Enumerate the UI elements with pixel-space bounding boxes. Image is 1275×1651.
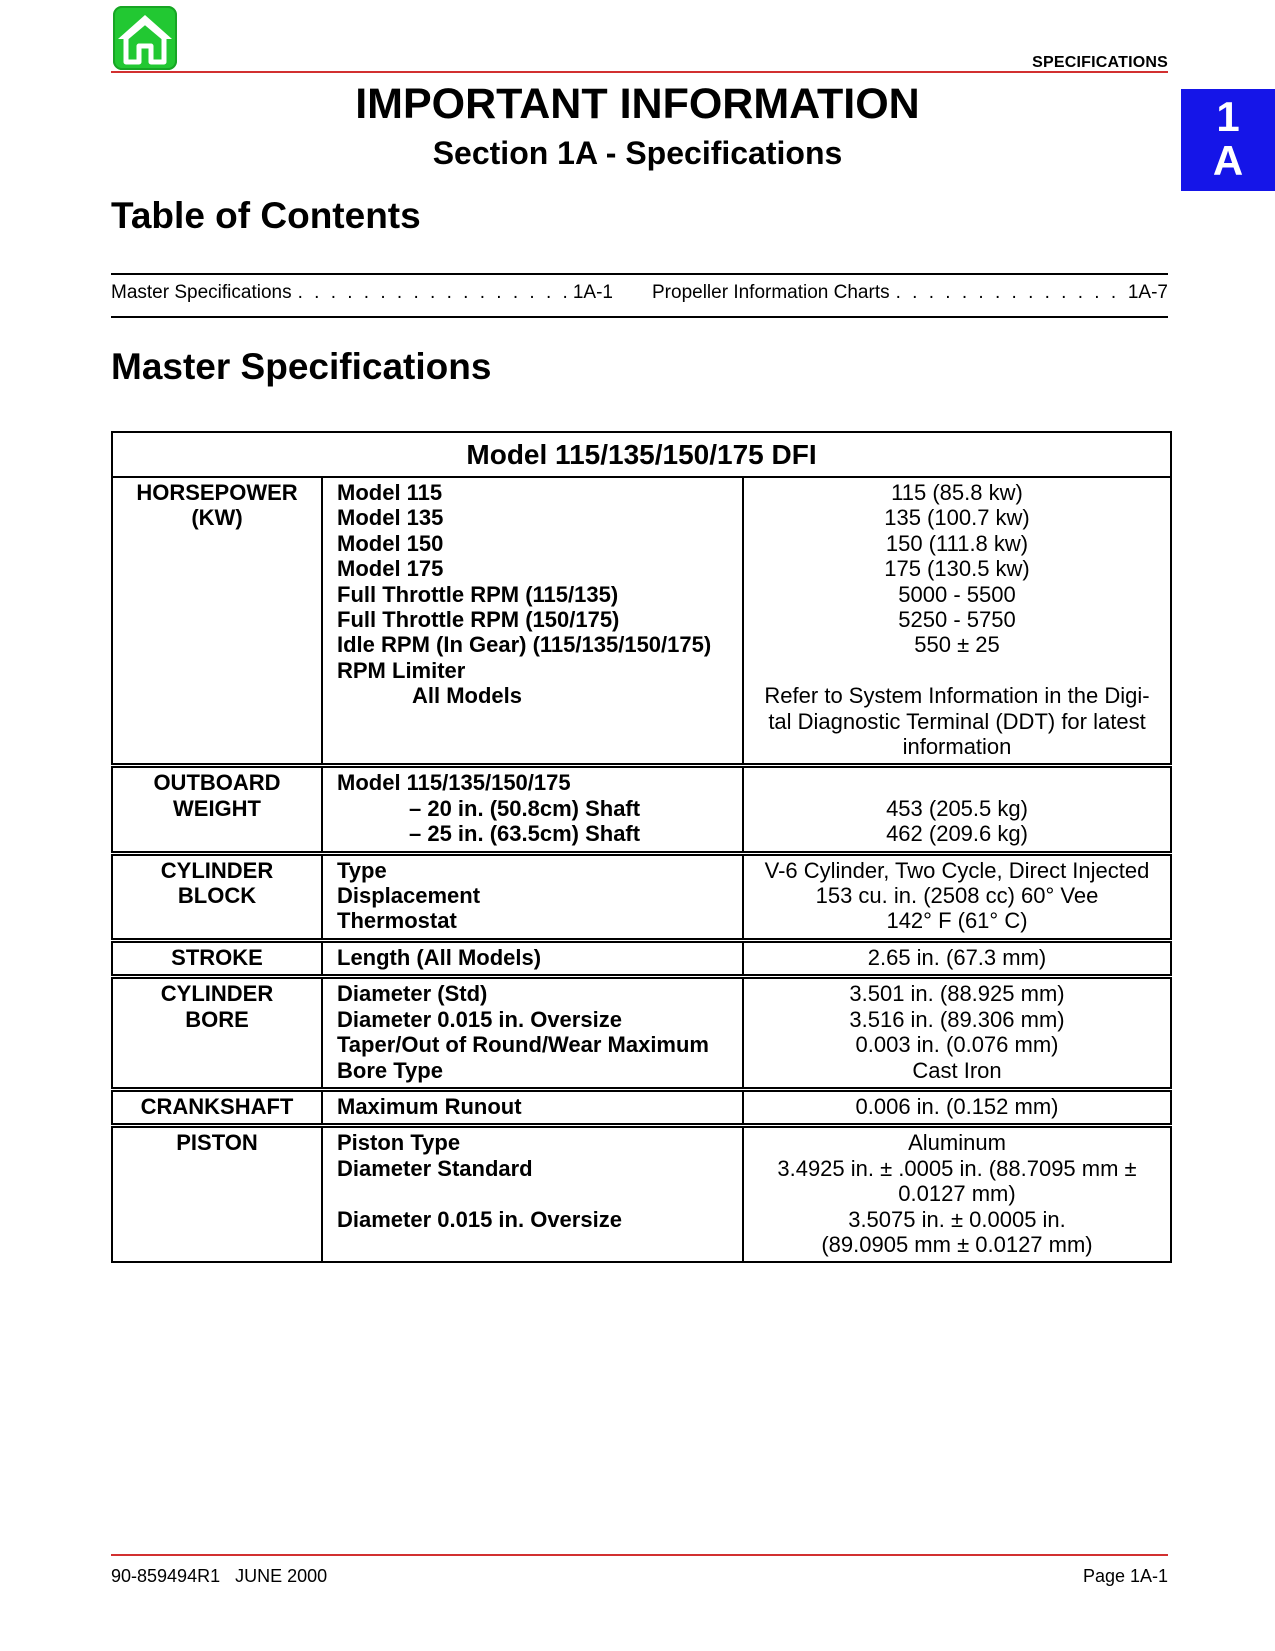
table-row — [112, 477, 1171, 766]
header-rule — [111, 71, 1168, 73]
table-row — [112, 853, 1171, 940]
toc-entry-page[interactable]: 1A-7 — [1127, 282, 1168, 303]
toc-leader — [298, 282, 567, 304]
table-row — [112, 1089, 1171, 1125]
toc-entry-page[interactable]: 1A-1 — [572, 282, 613, 303]
value-cell: Aluminum 3.4925 in. ± .0005 in. (88.7095 mm ± 0.0127 mm) 3.5075 in. ± 0.0005 in. (89.0905 mm ± 0.0127 mm) — [743, 1126, 1171, 1263]
spec-table — [111, 431, 1172, 1263]
tab-number: 1 — [1216, 93, 1240, 140]
page-subtitle: Section 1A - Specifications — [432, 135, 843, 171]
category-cell: CYLINDER BLOCK — [112, 853, 322, 940]
label-cell: Diameter (Std) Diameter 0.015 in. Oversize Taper/Out of Round/Wear Maximum Bore Type — [322, 977, 743, 1090]
footer-rule — [111, 1554, 1168, 1556]
value-cell: 2.65 in. (67.3 mm) — [743, 940, 1171, 976]
category-cell: OUTBOARD WEIGHT — [112, 766, 322, 853]
label-cell: Length (All Models) — [322, 940, 743, 976]
toc-heading: Table of Contents — [111, 195, 421, 236]
page-number: Page 1A-1 — [1082, 1566, 1168, 1586]
table-row — [112, 940, 1171, 976]
table-row — [112, 977, 1171, 1090]
model-header: Model 115/135/150/175 DFI — [112, 432, 1171, 477]
value-cell: 3.501 in. (88.925 mm) 3.516 in. (89.306 mm) 0.003 in. (0.076 mm) Cast Iron — [743, 977, 1171, 1090]
tab-letter: A — [1212, 137, 1244, 184]
document-number: 90-859494R1 JUNE 2000 — [111, 1566, 328, 1586]
table-row — [112, 1126, 1171, 1263]
section-heading: Master Specifications — [111, 346, 492, 387]
toc-entry-label[interactable]: Propeller Information Charts — [652, 282, 890, 303]
value-cell: 115 (85.8 kw) 135 (100.7 kw) 150 (111.8 kw) 175 (130.5 kw) 5000 - 5500 5250 - 5750 550 ± 25 Refer to System Information in the Digi- tal Diagnostic Terminal (DDT) for latest information — [743, 477, 1171, 766]
value-cell: V-6 Cylinder, Two Cycle, Direct Injected 153 cu. in. (2508 cc) 60° Vee 142° F (61° C) — [743, 853, 1171, 940]
home-button[interactable] — [113, 6, 177, 70]
table-row — [112, 766, 1171, 853]
value-cell: 0.006 in. (0.152 mm) — [743, 1089, 1171, 1125]
category-cell: HORSEPOWER (KW) — [112, 477, 322, 766]
toc-leader — [896, 282, 1122, 304]
toc-rule-top — [111, 273, 1168, 275]
label-cell: Maximum Runout — [322, 1089, 743, 1125]
toc-entry[interactable] — [652, 282, 1168, 304]
toc-entry[interactable] — [111, 282, 613, 304]
label-cell: Type Displacement Thermostat — [322, 853, 743, 940]
home-icon — [113, 6, 177, 70]
value-cell: 453 (205.5 kg) 462 (209.6 kg) — [743, 766, 1171, 853]
category-cell: CYLINDER BORE — [112, 977, 322, 1090]
toc-rule-bottom — [111, 316, 1168, 318]
category-cell: CRANKSHAFT — [112, 1089, 322, 1125]
category-cell: STROKE — [112, 940, 322, 976]
label-cell: Model 115 Model 135 Model 150 Model 175 Full Throttle RPM (115/135) Full Throttle RPM (150/175) Idle RPM (In Gear) (115/135/150/175) RPM Limiter All Models — [322, 477, 743, 766]
label-cell: Model 115/135/150/175 – 20 in. (50.8cm) Shaft – 25 in. (63.5cm) Shaft — [322, 766, 743, 853]
label-cell: Piston Type Diameter Standard Diameter 0.015 in. Oversize — [322, 1126, 743, 1263]
page-title: IMPORTANT INFORMATION — [355, 80, 920, 128]
category-cell: PISTON — [112, 1126, 322, 1263]
section-label: SPECIFICATIONS — [1032, 54, 1168, 71]
toc-entry-label[interactable]: Master Specifications — [111, 282, 292, 303]
